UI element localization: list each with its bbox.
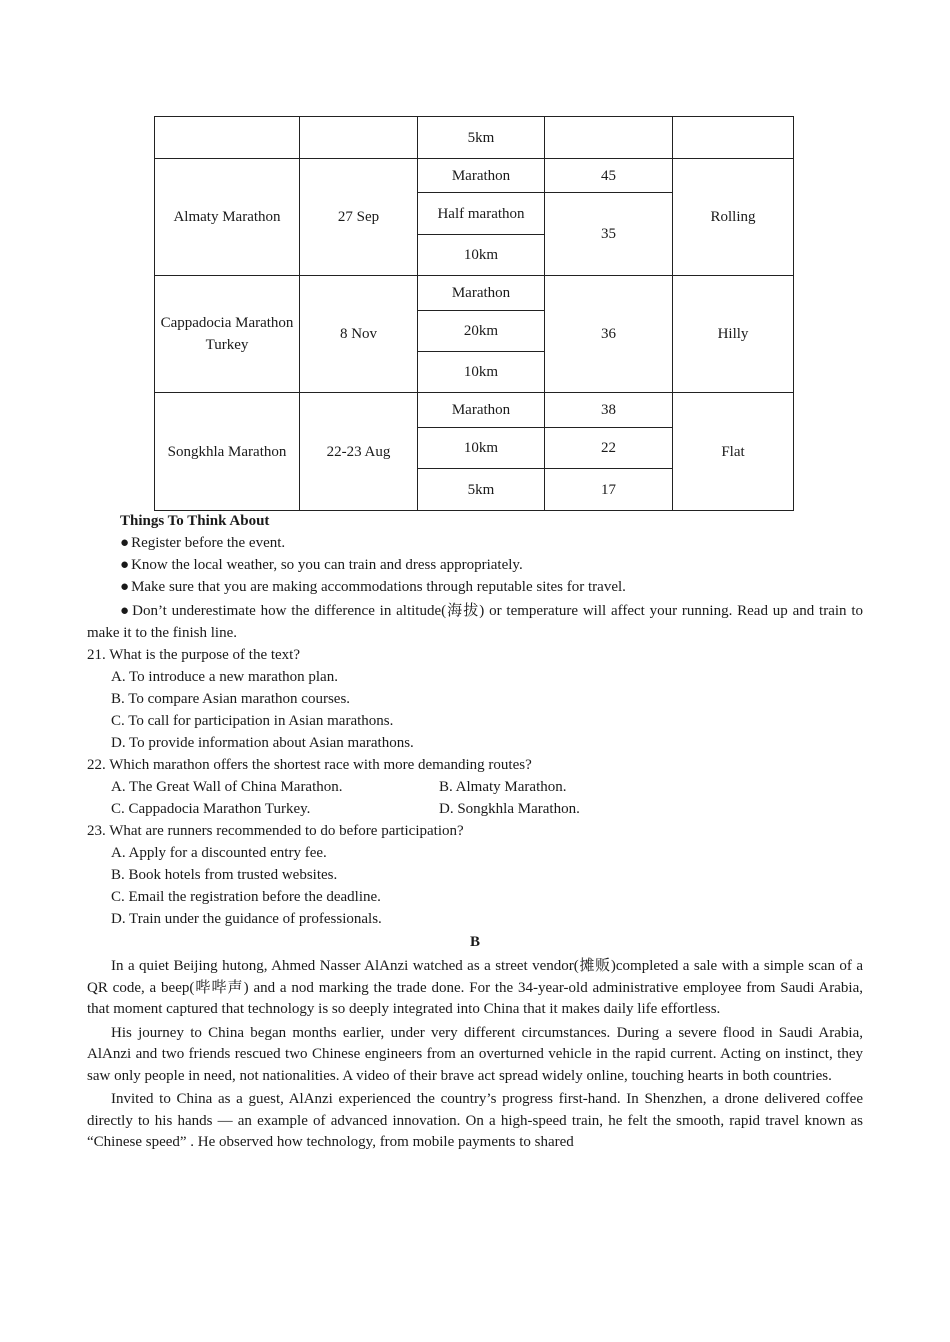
answer-option: B. To compare Asian marathon courses. <box>111 691 351 707</box>
answer-option: C. To call for participation in Asian marathons. <box>111 713 394 729</box>
fee-cell: 35 <box>545 193 673 276</box>
terrain-cell: Rolling <box>673 159 794 276</box>
table-cell <box>155 117 300 159</box>
text-content <box>87 510 863 1156</box>
answer-option: A. To introduce a new marathon plan. <box>111 669 338 685</box>
race-cell: Marathon <box>418 159 545 193</box>
option-row <box>87 776 863 798</box>
race-cell: 5km <box>418 469 545 511</box>
table-row <box>155 276 794 311</box>
marathon-name-cell: Almaty Marathon <box>155 159 300 276</box>
section-heading: B <box>469 934 480 950</box>
passage-paragraph: In a quiet Beijing hutong, Ahmed Nasser AlAnzi watched as a street vendor(摊贩)completed a sale with a simple scan of a QR code, a beep(哔哔声) and a nod marking the trade done. For the 34-year-old administrative employee from Saudi Arabia, that moment captured that technology is so deeply integrated into China that it makes daily life effortless. <box>87 958 863 1017</box>
tips-heading: Things To Think About <box>120 513 270 529</box>
race-cell: 20km <box>418 311 545 352</box>
passage-paragraph: His journey to China began months earlier, under very different circumstances. During a severe flood in Saudi Arabia, AlAnzi and two friends rescued two Chinese engineers from an overturned vehicle in the rapid current. Acting on instinct, they saw only people in need, not nationalities. A video of their brave act spread widely online, touching hearts in both countries. <box>87 1024 863 1084</box>
answer-option: D. Train under the guidance of professionals. <box>111 911 382 927</box>
answer-option: B. Almaty Marathon. <box>439 779 567 795</box>
table-cell <box>300 117 418 159</box>
question-stem: 21. What is the purpose of the text? <box>87 647 301 663</box>
fee-cell: 45 <box>545 159 673 193</box>
answer-option: D. Songkhla Marathon. <box>439 801 580 817</box>
tip-item: ● Register before the event. <box>120 535 286 551</box>
table-row <box>155 393 794 428</box>
passage-paragraph: Invited to China as a guest, AlAnzi experienced the country’s progress first-hand. In Shenzhen, a drone delivered coffee directly to his hands — an example of advanced innovation. On a high-speed train, he felt the smooth, rapid travel known as “Chinese speed” . He observed how technology, from mobile payments to shared <box>87 1091 863 1150</box>
marathon-name-cell: Cappadocia Marathon Turkey <box>155 276 300 393</box>
option-row <box>87 798 863 820</box>
race-cell: 10km <box>418 235 545 276</box>
question-stem: 23. What are runners recommended to do before participation? <box>87 823 464 839</box>
date-cell: 22-23 Aug <box>300 393 418 511</box>
race-cell: Half marathon <box>418 193 545 235</box>
terrain-cell: Flat <box>673 393 794 511</box>
answer-option: C. Cappadocia Marathon Turkey. <box>111 801 311 817</box>
bullet-icon: ● <box>120 535 130 551</box>
answer-option: B. Book hotels from trusted websites. <box>111 867 338 883</box>
answer-option: A. The Great Wall of China Marathon. <box>111 779 343 795</box>
fee-cell: 38 <box>545 393 673 428</box>
race-cell: Marathon <box>418 276 545 311</box>
bullet-icon: ● <box>120 603 131 619</box>
table-row <box>155 159 794 193</box>
marathon-name-cell: Songkhla Marathon <box>155 393 300 511</box>
table-cell <box>673 117 794 159</box>
question-stem: 22. Which marathon offers the shortest race with more demanding routes? <box>87 757 532 773</box>
tip-item: ● Know the local weather, so you can train and dress appropriately. <box>120 557 523 573</box>
marathon-table <box>154 116 794 511</box>
race-cell: 10km <box>418 352 545 393</box>
answer-option: D. To provide information about Asian marathons. <box>111 735 414 751</box>
answer-option: C. Email the registration before the deadline. <box>111 889 381 905</box>
race-cell: Marathon <box>418 393 545 428</box>
bullet-icon: ● <box>120 557 130 573</box>
bullet-icon: ● <box>120 579 130 595</box>
date-cell: 27 Sep <box>300 159 418 276</box>
table-cell <box>545 117 673 159</box>
fee-cell: 17 <box>545 469 673 511</box>
fee-cell: 22 <box>545 428 673 469</box>
race-cell: 10km <box>418 428 545 469</box>
tip-item: ● Make sure that you are making accommodations through reputable sites for travel. <box>120 579 626 595</box>
race-cell: 5km <box>418 117 545 159</box>
tip-item: ● Don’t underestimate how the difference in altitude(海拔) or temperature will affect your running. Read up and train to make it to the finish line. <box>87 603 864 641</box>
answer-option: A. Apply for a discounted entry fee. <box>111 845 327 861</box>
date-cell: 8 Nov <box>300 276 418 393</box>
fee-cell: 36 <box>545 276 673 393</box>
terrain-cell: Hilly <box>673 276 794 393</box>
table-row <box>155 117 794 159</box>
